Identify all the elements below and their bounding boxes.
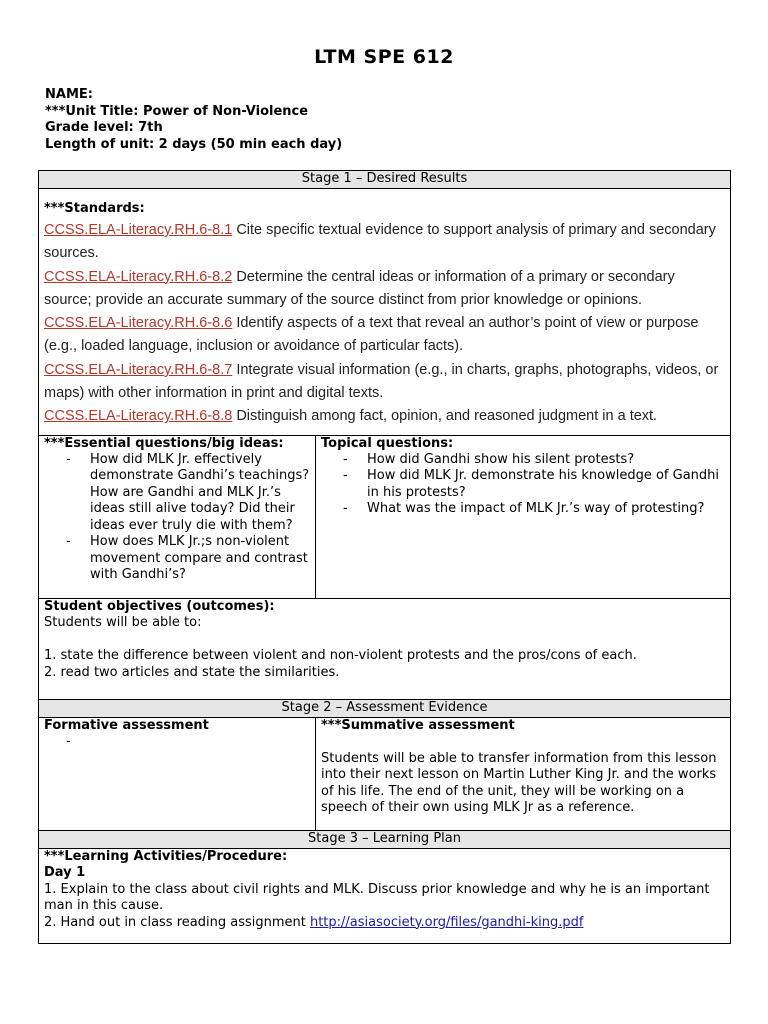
- reading-link[interactable]: http://asiasociety.org/files/gandhi-king.pdf: [309, 914, 584, 930]
- learning-heading: ***Learning Activities/Procedure:: [44, 848, 288, 864]
- objective-item: 2. read two articles and state the similarities.: [44, 664, 340, 680]
- standard-link[interactable]: CCSS.ELA-Literacy.RH.6-8.6: [44, 315, 233, 332]
- list-item: - How did MLK Jr. effectively demonstrate Gandhi’s teachings? How are Gandhi and MLK Jr.’s ideas still alive today? Did their ideas ever truly die with them?: [90, 452, 310, 534]
- list-item: - How does MLK Jr.;s non-violent movement compare and contrast with Gandhi’s?: [90, 534, 310, 583]
- objective-item: 1. state the difference between violent and non-violent protests and the pros/cons of each.: [44, 648, 637, 664]
- list-item: - How did MLK Jr. demonstrate his knowledge of Gandhi in his protests?: [367, 468, 725, 501]
- essential-questions-heading: ***Essential questions/big ideas:: [44, 435, 284, 451]
- summative-assessment-cell: [316, 717, 731, 830]
- standard-text: Identify aspects of a text that reveal an author’s point of view or purpose (e.g., loaded language, inclusion or avoidance of particular facts).: [44, 315, 699, 355]
- formative-heading: Formative assessment: [44, 717, 209, 733]
- list-item: - What was the impact of MLK Jr.’s way of protesting?: [367, 501, 725, 517]
- procedure-step-text: 2. Hand out in class reading assignment: [44, 914, 310, 930]
- standards-cell: [39, 189, 731, 436]
- standard-link[interactable]: CCSS.ELA-Literacy.RH.6-8.8: [44, 408, 233, 425]
- length-of-unit: Length of unit: 2 days (50 min each day): [45, 136, 343, 152]
- learning-activities-cell: [39, 848, 731, 943]
- standard-text: Integrate visual information (e.g., in charts, graphs, photographs, videos, or maps) with other information in print and digital texts.: [44, 361, 719, 402]
- procedure-step: [44, 915, 725, 932]
- standards-heading: ***Standards:: [44, 201, 145, 216]
- standard-item: [44, 219, 725, 266]
- standard-link[interactable]: CCSS.ELA-Literacy.RH.6-8.2: [44, 268, 233, 285]
- student-objectives-cell: [39, 598, 731, 699]
- standard-item: [44, 312, 725, 359]
- standard-item: [44, 405, 725, 428]
- objectives-heading: Student objectives (outcomes):: [44, 598, 275, 614]
- standard-item: [44, 359, 725, 406]
- procedure-step: 1. Explain to the class about civil rights and MLK. Discuss prior knowledge and why he is an important man in this cause.: [44, 881, 710, 914]
- standard-item: [44, 266, 725, 313]
- unit-title-text: ***Unit Title: Power of Non-Violence: [45, 103, 309, 119]
- unit-title: [45, 104, 342, 121]
- document-title: LTM SPE 612: [314, 46, 454, 68]
- standard-link[interactable]: CCSS.ELA-Literacy.RH.6-8.7: [44, 361, 233, 378]
- objectives-intro: Students will be able to:: [44, 615, 202, 631]
- stage2-header: Stage 2 – Assessment Evidence: [39, 699, 731, 717]
- list-item: - How did Gandhi show his silent protests?: [367, 452, 725, 468]
- standard-link[interactable]: CCSS.ELA-Literacy.RH.6-8.1: [44, 222, 233, 238]
- summative-heading: ***Summative assessment: [321, 717, 515, 733]
- topical-questions-heading: Topical questions:: [321, 435, 454, 451]
- day-label: Day 1: [44, 865, 86, 881]
- topical-questions-cell: [316, 435, 731, 598]
- formative-assessment-cell: [39, 717, 316, 830]
- unit-plan-table: [38, 170, 731, 944]
- summative-text: Students will be able to transfer information from this lesson into their next lesson on Martin Luther King Jr. and the works of his life. The end of the unit, they will be working on a speech of their own using MLK Jr as a reference.: [321, 750, 717, 816]
- standard-text: Determine the central ideas or information of a primary or secondary source; provide an accurate summary of the source distinct from prior knowledge or opinions.: [44, 268, 675, 308]
- essential-questions-list: [44, 452, 310, 583]
- header-info: [45, 87, 342, 153]
- name-label: NAME:: [45, 87, 93, 102]
- standard-text: Cite specific textual evidence to support analysis of primary and secondary sources.: [44, 222, 716, 262]
- stage1-header: Stage 1 – Desired Results: [39, 171, 731, 189]
- standard-text: Distinguish among fact, opinion, and reasoned judgment in a text.: [232, 408, 658, 425]
- essential-questions-cell: [39, 435, 316, 598]
- stage3-header: Stage 3 – Learning Plan: [39, 830, 731, 848]
- grade-level: Grade level: 7th: [45, 120, 163, 135]
- topical-questions-list: [321, 452, 725, 518]
